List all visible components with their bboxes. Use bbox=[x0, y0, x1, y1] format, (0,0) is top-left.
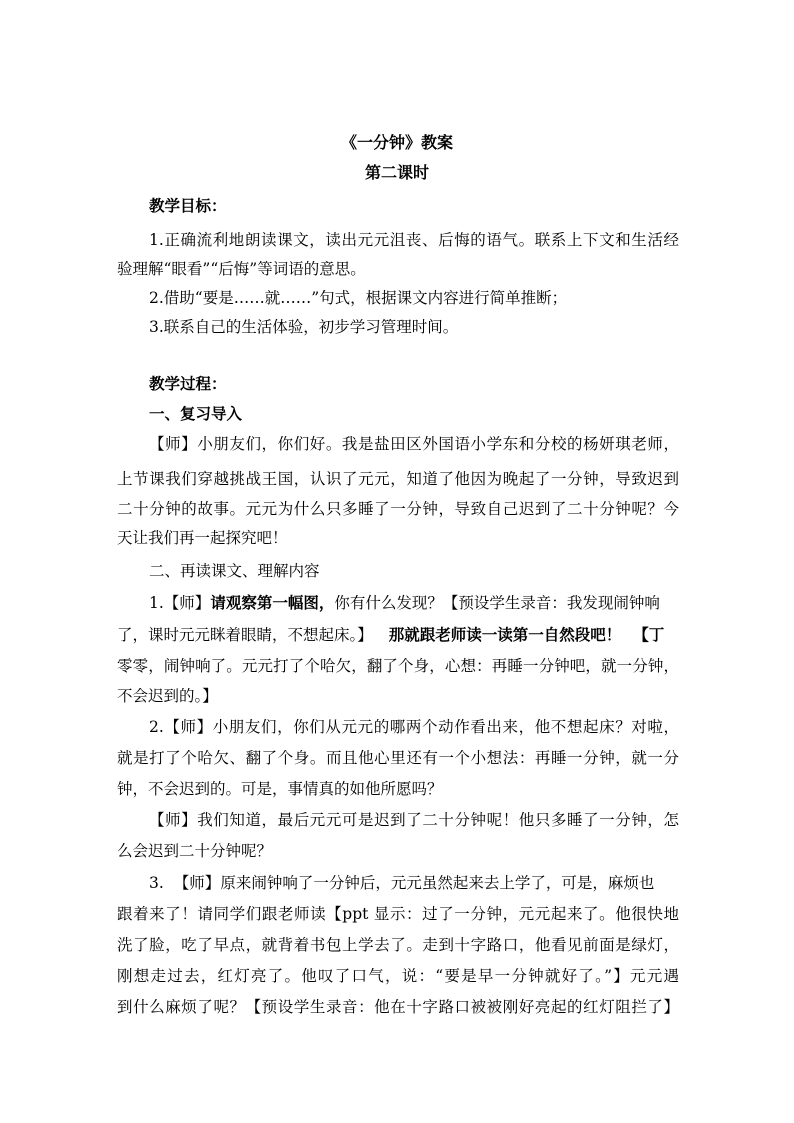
step-3-line-4: 刚想走过去，红灯亮了。他叹了口气，说：“要是早一分钟就好了。”】元元遇 bbox=[117, 967, 679, 985]
step-3-line-2: 跟着来了！请同学们跟老师读【ppt 显示：过了一分钟，元元起来了。他很快地 bbox=[117, 905, 679, 923]
doc-title: 《一分钟》教案 bbox=[340, 133, 453, 152]
step-2b-line-1: 【师】我们知道，最后元元可是迟到了二十分钟呢！他只多睡了一分钟，怎 bbox=[149, 811, 679, 829]
step-2-line-1: 2.【师】小朋友们，你们从元元的哪两个动作看出来，他不想起床？对啦， bbox=[149, 718, 679, 736]
step-3-teacher-tag: 【师】 bbox=[173, 874, 221, 892]
step-1-teacher-tag: 【师】 bbox=[163, 594, 211, 612]
para-1-line-4: 天让我们再一起探究吧！ bbox=[117, 529, 288, 547]
step-3-line-5: 到什么麻烦了呢？【预设学生录音：他在十字路口被被刚好亮起的红灯阻拦了】 bbox=[117, 998, 679, 1016]
goal-1-line-2: 验理解“眼看”“后悔”等词语的意思。 bbox=[117, 260, 366, 278]
step-3-number: 3. bbox=[149, 874, 164, 892]
step-3-rest: 原来闹钟响了一分钟后，元元虽然起来去上学了，可是，麻烦也 bbox=[220, 874, 655, 892]
para-1-line-2: 上节课我们穿越挑战王国，认识了元元，知道了他因为晚起了一分钟，导致迟到 bbox=[117, 470, 679, 488]
step-2-line-3: 钟，不会迟到的。可是，事情真的如他所愿吗？ bbox=[117, 780, 443, 798]
para-1-line-1: 【师】小朋友们，你们好。我是盐田区外国语小学东和分校的杨妍琪老师， bbox=[149, 435, 679, 453]
section-2-heading: 二、再读课文、理解内容 bbox=[149, 562, 320, 580]
step-2-line-2: 就是打了个哈欠、翻了个身。而且他心里还有一个小想法：再睡一分钟，就一分 bbox=[117, 749, 679, 767]
goal-3: 3.联系自己的生活体验，初步学习管理时间。 bbox=[149, 318, 459, 336]
process-heading: 教学过程： bbox=[149, 374, 227, 393]
step-3-line-1 bbox=[149, 873, 679, 893]
goal-2: 2.借助“要是……就……”句式，根据课文内容进行简单推断； bbox=[149, 289, 568, 307]
step-1-line-2-text: 了，课时元元眯着眼睛，不想起床。】 bbox=[117, 626, 373, 644]
step-1-line-2 bbox=[117, 625, 679, 645]
goals-heading: 教学目标： bbox=[149, 196, 227, 215]
para-1-line-3: 二十分钟的故事。元元为什么只多睡了一分钟，导致自己迟到了二十分钟呢？今 bbox=[117, 500, 679, 518]
step-1-number: 1. bbox=[149, 594, 164, 612]
step-1-line-3: 零零，闹钟响了。元元打了个哈欠，翻了个身，心想：再睡一分钟吧，就一分钟， bbox=[117, 657, 679, 675]
step-1-bold-prompt: 请观察第一幅图， bbox=[210, 593, 335, 612]
step-3-line-3: 洗了脸，吃了早点，就背着书包上学去了。走到十字路口，他看见前面是绿灯， bbox=[117, 936, 679, 954]
step-1-line-4: 不会迟到的。】 bbox=[117, 687, 218, 705]
section-1-heading: 一、复习导入 bbox=[149, 404, 243, 423]
step-1-rest: 你有什么发现？【预设学生录音：我发现闹钟响 bbox=[334, 594, 660, 612]
goal-1-line-1: 1.正确流利地朗读课文，读出元元沮丧、后悔的语气。联系上下文和生活经 bbox=[149, 231, 679, 249]
step-1-bracket: 【丁 bbox=[633, 625, 665, 644]
step-2b-line-2: 么会迟到二十分钟呢？ bbox=[117, 842, 273, 860]
step-1-line-1 bbox=[149, 593, 679, 613]
step-1-bold-instruction: 那就跟老师读一读第一自然段吧！ bbox=[388, 625, 622, 644]
doc-subtitle: 第二课时 bbox=[364, 163, 429, 182]
